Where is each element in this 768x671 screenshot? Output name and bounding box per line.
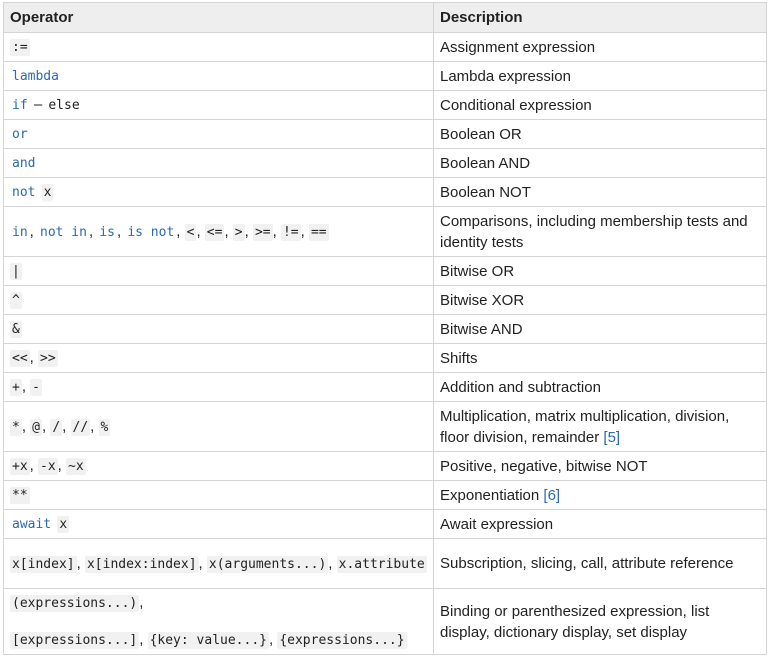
operator-column-header: Operator	[4, 3, 434, 33]
operator-code: :=	[12, 40, 28, 55]
separator: ,	[29, 349, 38, 366]
operator-cell	[4, 257, 434, 286]
separator: ,	[198, 554, 207, 572]
operator-code: >>	[40, 351, 56, 366]
operator-cell	[4, 539, 434, 589]
operator-code: ~x	[68, 459, 84, 474]
separator: ,	[139, 630, 148, 648]
keyword-code[interactable]: is	[99, 224, 115, 240]
operator-code: ^	[12, 293, 20, 308]
description-cell	[434, 402, 767, 452]
separator: ,	[300, 222, 309, 240]
operator-code: +	[12, 380, 20, 395]
footnote-link[interactable]: [5]	[603, 428, 621, 446]
table-row	[4, 344, 767, 373]
table-row	[4, 91, 767, 120]
separator: ,	[196, 222, 205, 240]
operator-code: &	[12, 322, 20, 337]
operator-code: x[index:index]	[86, 556, 197, 572]
table-row	[4, 539, 767, 589]
operand-code: x	[43, 185, 52, 200]
operator-cell	[4, 510, 434, 539]
operator-code: +x	[12, 459, 28, 474]
operator-cell	[4, 481, 434, 510]
operator-cell	[4, 589, 434, 655]
table-row	[4, 33, 767, 62]
keyword-code[interactable]: await	[12, 517, 52, 532]
description-column-header: Description	[434, 3, 767, 33]
table-row	[4, 62, 767, 91]
operator-cell	[4, 120, 434, 149]
operator-code: x.attribute	[338, 556, 425, 572]
operator-code: /	[52, 419, 61, 435]
table-row	[4, 402, 767, 452]
operator-code: >	[234, 224, 243, 240]
keyword-code[interactable]: is not	[127, 224, 175, 240]
description-cell: Lambda expression	[434, 62, 767, 91]
separator: ,	[272, 222, 281, 240]
separator: ,	[90, 417, 99, 435]
description-cell: Conditional expression	[434, 91, 767, 120]
operator-code: @	[32, 419, 40, 435]
operator-code: %	[100, 419, 109, 435]
keyword-code[interactable]: else	[48, 98, 80, 113]
separator: ,	[139, 593, 144, 611]
description-cell: Boolean NOT	[434, 178, 767, 207]
operator-code: [expressions...]	[12, 632, 138, 648]
separator: ,	[29, 222, 38, 240]
table-row	[4, 286, 767, 315]
operator-cell	[4, 62, 434, 91]
description-cell	[434, 481, 767, 510]
keyword-code[interactable]: not in	[40, 224, 87, 240]
separator: ,	[62, 417, 71, 435]
operator-cell	[4, 286, 434, 315]
keyword-code[interactable]: in	[12, 224, 28, 240]
operator-cell	[4, 149, 434, 178]
keyword-code[interactable]: lambda	[12, 69, 59, 84]
separator: ,	[21, 378, 31, 395]
operator-code: **	[12, 488, 28, 503]
table-row	[4, 315, 767, 344]
footnote-link[interactable]: [6]	[543, 486, 561, 504]
operator-code: <<	[12, 351, 28, 366]
table-row	[4, 207, 767, 257]
separator: ,	[244, 222, 253, 240]
separator: ,	[57, 457, 66, 474]
description-cell: Positive, negative, bitwise NOT	[434, 452, 767, 481]
table-row	[4, 452, 767, 481]
table-row	[4, 589, 767, 655]
operator-cell	[4, 452, 434, 481]
operator-cell	[4, 91, 434, 120]
operator-code: x[index]	[12, 556, 75, 572]
description-cell: Shifts	[434, 344, 767, 373]
keyword-code[interactable]: not	[12, 185, 36, 200]
description-cell: Boolean OR	[434, 120, 767, 149]
separator: ,	[76, 554, 85, 572]
separator: ,	[42, 417, 51, 435]
operator-code: -x	[40, 459, 56, 474]
separator: ,	[29, 457, 38, 474]
table-header-row	[4, 3, 767, 33]
separator: –	[29, 96, 47, 113]
description-cell: Comparisons, including membership tests and identity tests	[434, 207, 767, 257]
table-row	[4, 373, 767, 402]
description-cell: Bitwise OR	[434, 257, 767, 286]
separator: ,	[224, 222, 233, 240]
operator-code: <=	[206, 224, 223, 240]
operator-code: (expressions...)	[12, 595, 138, 611]
table-row	[4, 120, 767, 149]
description-cell: Await expression	[434, 510, 767, 539]
table-row	[4, 178, 767, 207]
operator-cell	[4, 373, 434, 402]
description-cell: Assignment expression	[434, 33, 767, 62]
operator-cell	[4, 178, 434, 207]
description-cell: Bitwise AND	[434, 315, 767, 344]
operator-cell	[4, 402, 434, 452]
operator-cell	[4, 344, 434, 373]
separator: ,	[21, 417, 31, 435]
operator-code: -	[32, 380, 40, 395]
operator-precedence-table	[3, 2, 767, 655]
separator: ,	[268, 630, 278, 648]
operator-code: |	[12, 264, 20, 279]
description-cell: Addition and subtraction	[434, 373, 767, 402]
description-text: Multiplication, matrix multiplication, division, floor division, remainder	[440, 407, 730, 446]
operator-code: !=	[282, 224, 299, 240]
operator-code: {key: value...}	[149, 632, 267, 648]
description-cell: Bitwise XOR	[434, 286, 767, 315]
operator-code: >=	[254, 224, 271, 240]
operator-cell	[4, 33, 434, 62]
operator-code: <	[186, 224, 195, 240]
separator: ,	[328, 554, 337, 572]
separator: ,	[116, 222, 126, 240]
table-row	[4, 149, 767, 178]
table-row	[4, 481, 767, 510]
operator-cell	[4, 315, 434, 344]
operator-code: x(arguments...)	[208, 556, 327, 572]
keyword-code[interactable]: or	[12, 127, 28, 142]
separator: ,	[176, 222, 185, 240]
keyword-code[interactable]: if	[12, 98, 28, 113]
description-cell: Boolean AND	[434, 149, 767, 178]
operator-cell	[4, 207, 434, 257]
operator-code: *	[12, 419, 20, 435]
description-cell: Subscription, slicing, call, attribute reference	[434, 539, 767, 589]
table-row	[4, 510, 767, 539]
separator: ,	[88, 222, 98, 240]
keyword-code[interactable]: and	[12, 156, 36, 171]
table-row	[4, 257, 767, 286]
description-cell: Binding or parenthesized expression, list display, dictionary display, set display	[434, 589, 767, 655]
operand-code: x	[59, 517, 68, 532]
operator-code: {expressions...}	[279, 632, 405, 648]
operator-code: ==	[310, 224, 327, 240]
description-text: Exponentiation	[440, 486, 544, 504]
operator-code: //	[72, 419, 89, 435]
